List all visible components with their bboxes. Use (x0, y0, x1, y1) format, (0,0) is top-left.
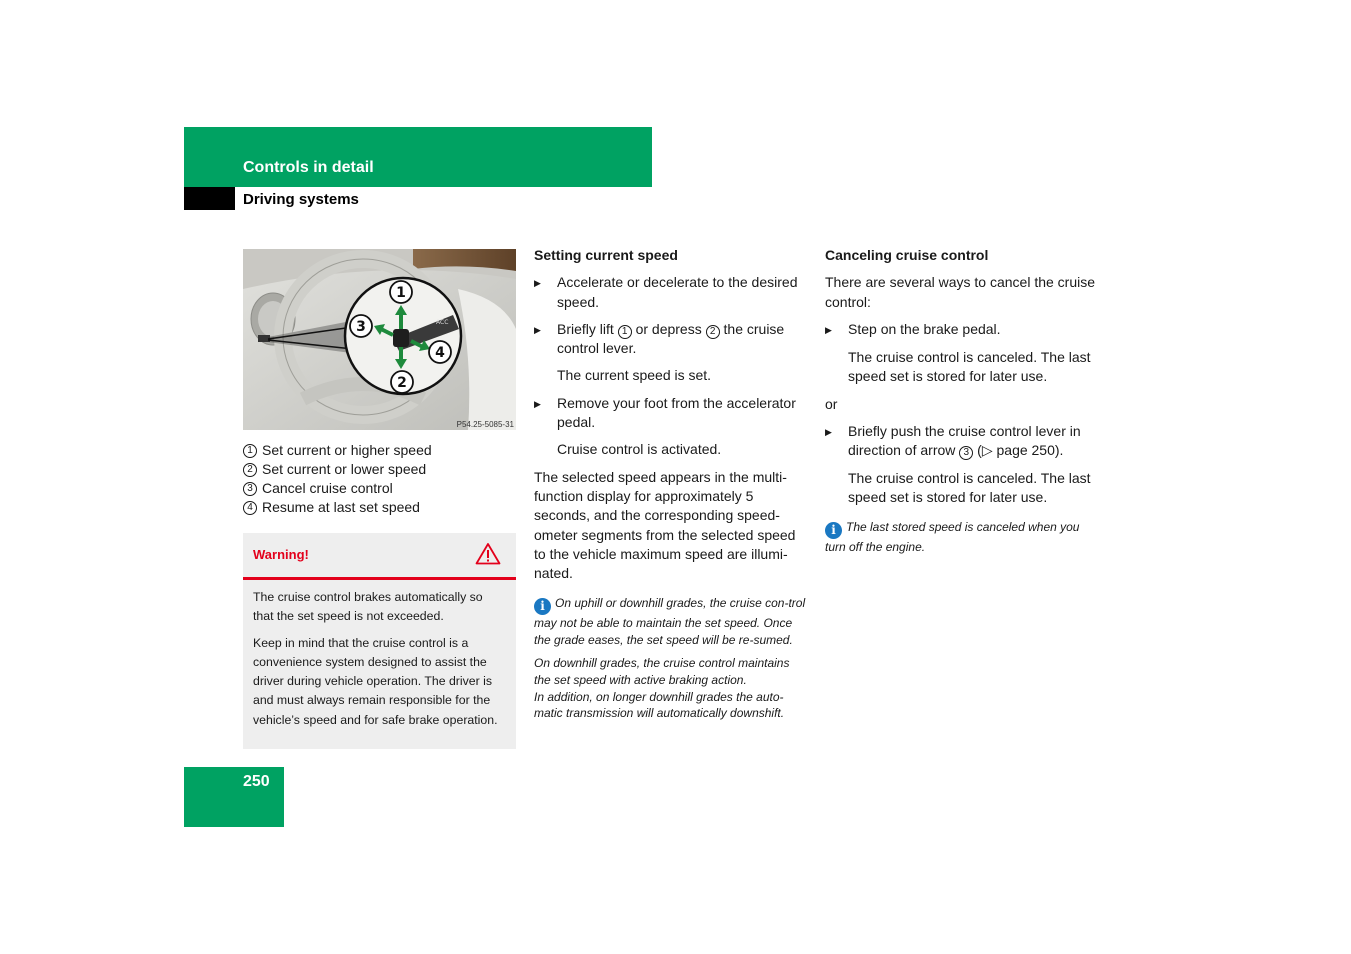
number-badge: 3 (959, 446, 973, 460)
info-note (534, 595, 809, 649)
step-text-part: Briefly push the cruise control lever in direction of arrow (848, 423, 1081, 459)
step-text-part: Briefly lift (557, 320, 614, 337)
legend-item (243, 460, 432, 479)
callout-1: 1 (396, 285, 406, 301)
info-note-continued (534, 689, 809, 723)
step-text (557, 320, 809, 359)
info-icon: i (534, 598, 551, 615)
step-item (825, 320, 1100, 340)
body-paragraph: There are several ways to cancel the cruise control: (825, 274, 1096, 310)
info-note (825, 519, 1100, 556)
figure-legend (243, 441, 432, 517)
warning-text: The cruise control brakes automatically so that the set speed is not exceeded. (253, 590, 483, 624)
cockpit-illustration (243, 249, 516, 430)
step-text: Step on the brake pedal. (848, 320, 1001, 337)
legend-text: Resume at last set speed (262, 499, 420, 515)
canceling-column (825, 246, 1100, 562)
note-text: In addition, on longer downhill grades the auto-matic transmission will automatically downshift. (534, 689, 785, 721)
setting-speed-column (534, 246, 809, 728)
figure-code: P54.25-5085-31 (456, 420, 514, 429)
step-item (534, 273, 809, 312)
svg-text:ACC: ACC (436, 319, 449, 326)
bullet-triangle-icon: ▶ (534, 398, 541, 409)
note-text: On downhill grades, the cruise control maintains the set speed with active braking action. (534, 655, 790, 687)
legend-item (243, 479, 432, 498)
step-item (534, 320, 809, 359)
info-icon: i (825, 522, 842, 539)
number-badge: 3 (243, 482, 257, 496)
step-text-part: or depress (635, 320, 702, 337)
warning-body (243, 580, 516, 730)
step-text: Accelerate or decelerate to the desired speed. (557, 274, 798, 310)
step-result: The cruise control is canceled. The last speed set is stored for later use. (848, 349, 1091, 385)
number-badge: 4 (243, 501, 257, 515)
body-paragraph: The selected speed appears in the multi-function display for approximately 5 seconds, and the corresponding speed-ometer segments from the selected speed to the vehicle maximum speed are illumi-nated. (534, 468, 796, 582)
step-item (825, 422, 1100, 461)
legend-text: Set current or lower speed (262, 461, 427, 477)
bullet-triangle-icon: ▶ (534, 324, 541, 335)
note-text: On uphill or downhill grades, the cruise con-trol may not be able to maintain the set speed. Once the grade eases, the set speed will be re-sumed. (534, 596, 806, 648)
number-badge: 2 (243, 463, 257, 477)
subsection-title: Driving systems (243, 191, 359, 208)
or-separator: or (825, 395, 838, 412)
step-item (534, 394, 809, 433)
warning-text: Keep in mind that the cruise control is a convenience system designed to assist the driver during vehicle operation. The driver is and must always remain responsible for the vehicle’s speed and for safe brake operation. (253, 635, 498, 727)
canceling-heading: Canceling cruise control (825, 247, 989, 263)
legend-text: Set current or higher speed (262, 442, 432, 458)
number-badge: 2 (706, 325, 720, 339)
cruise-control-figure (243, 249, 516, 430)
warning-triangle-icon (475, 542, 501, 570)
section-title: Controls in detail (243, 159, 374, 176)
note-text: The last stored speed is canceled when you turn off the engine. (825, 520, 1080, 555)
callout-2: 2 (397, 375, 407, 391)
setting-heading: Setting current speed (534, 247, 678, 263)
header-band (184, 127, 652, 187)
bullet-triangle-icon: ▶ (825, 427, 832, 438)
callout-4: 4 (435, 345, 445, 361)
info-note-continued (534, 655, 809, 689)
step-text: Remove your foot from the accelerator pedal. (557, 394, 796, 431)
warning-title: Warning! (253, 547, 309, 562)
number-badge: 1 (618, 325, 632, 339)
step-result: The current speed is set. (557, 367, 712, 384)
number-badge: 1 (243, 444, 257, 458)
step-text (848, 422, 1100, 461)
step-text-part: the cruise control lever. (557, 320, 785, 357)
page-number: 250 (243, 773, 270, 790)
subsection-marker (184, 187, 235, 210)
legend-item (243, 441, 432, 460)
warning-header (243, 533, 516, 580)
step-result: Cruise control is activated. (557, 441, 722, 458)
callout-3: 3 (356, 319, 366, 335)
bullet-triangle-icon: ▶ (825, 324, 832, 335)
bullet-triangle-icon: ▶ (534, 278, 541, 289)
page-reference: (▷ page 250). (977, 442, 1064, 459)
warning-box (243, 533, 516, 749)
legend-text: Cancel cruise control (262, 480, 393, 496)
step-result: The cruise control is canceled. The last speed set is stored for later use. (848, 469, 1091, 505)
legend-item (243, 498, 432, 517)
